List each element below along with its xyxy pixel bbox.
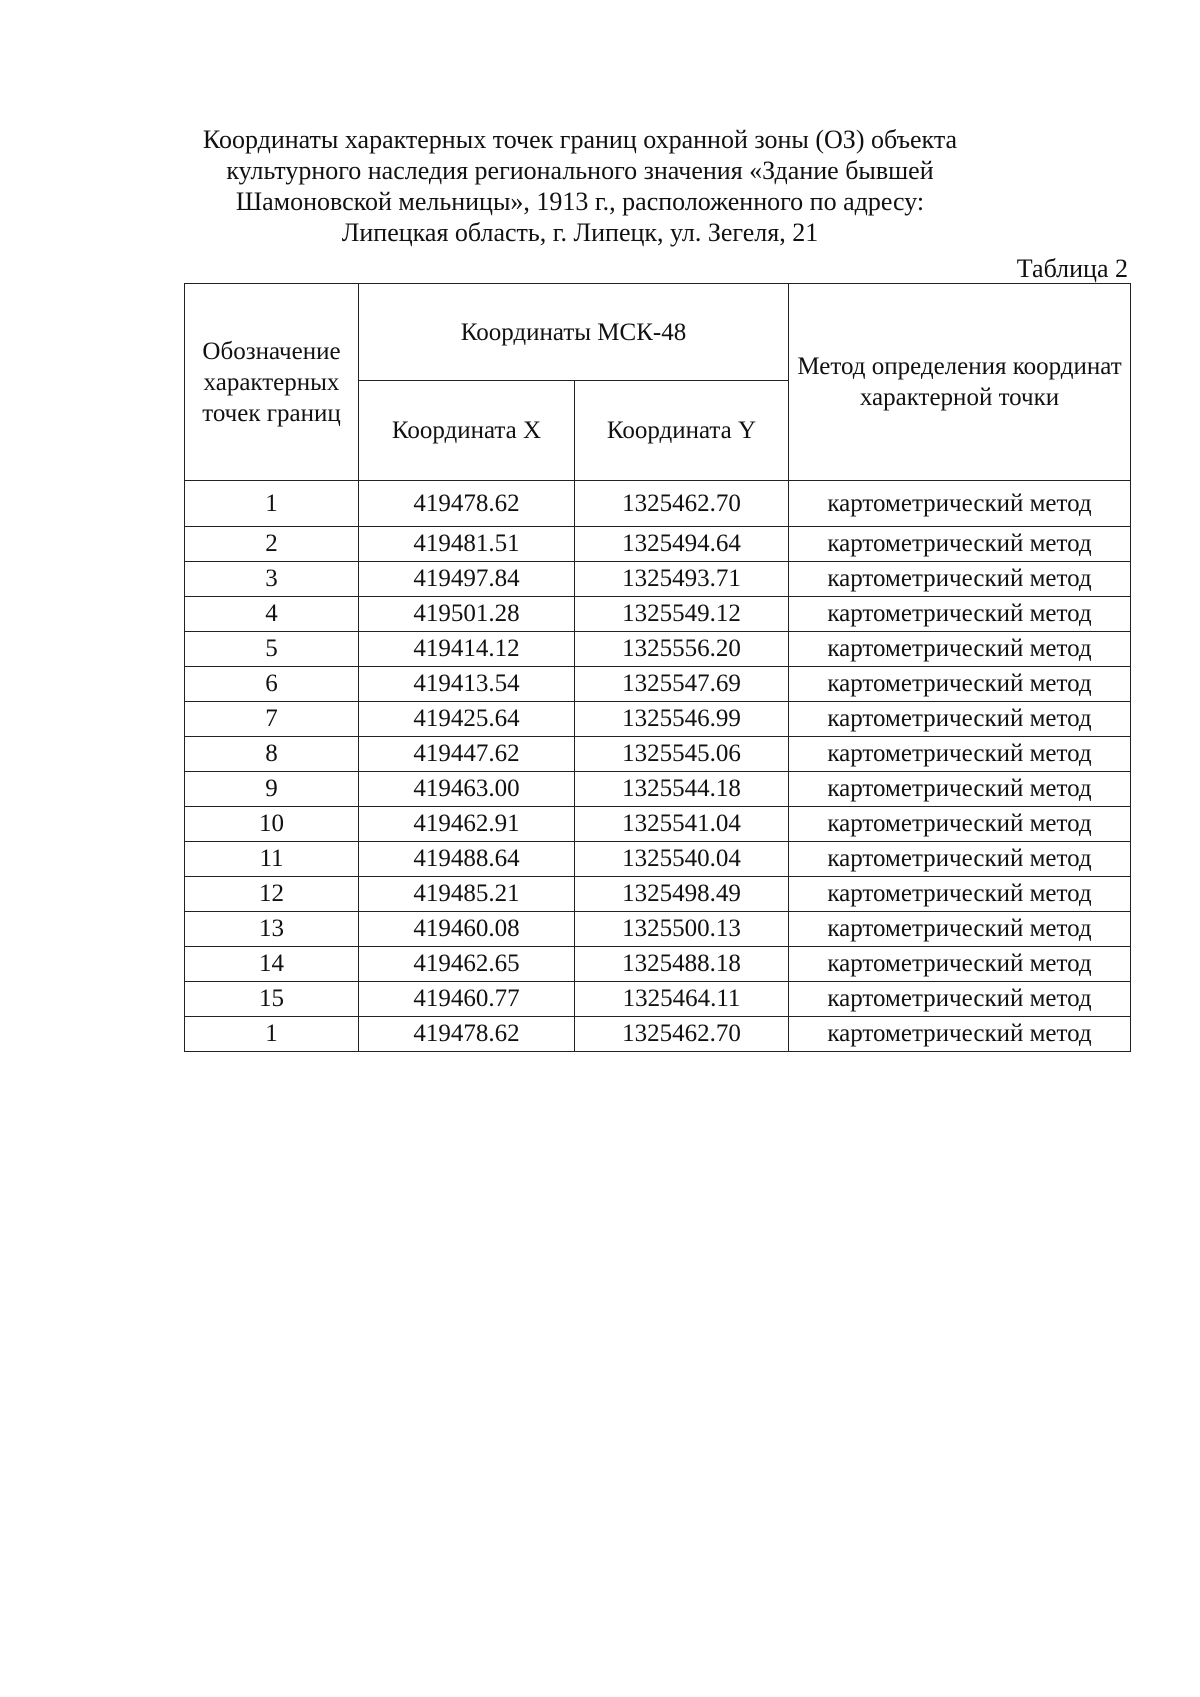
cell-point: 15 — [185, 982, 359, 1017]
cell-coordinate-y: 1325494.64 — [575, 527, 789, 562]
cell-coordinate-x: 419497.84 — [359, 562, 575, 597]
cell-point: 7 — [185, 702, 359, 737]
title-line: Липецкая область, г. Липецк, ул. Зегеля, 21 — [341, 218, 819, 247]
cell-method: картометрический метод — [789, 807, 1131, 842]
table-row — [185, 737, 1131, 772]
table-row — [185, 912, 1131, 947]
cell-coordinate-x: 419478.62 — [359, 1017, 575, 1052]
cell-method: картометрический метод — [789, 772, 1131, 807]
cell-coordinate-y: 1325464.11 — [575, 982, 789, 1017]
cell-coordinate-x: 419485.21 — [359, 877, 575, 912]
cell-point: 1 — [185, 1017, 359, 1052]
header-coordinate-y: Координата Y — [575, 381, 789, 481]
cell-method: картометрический метод — [789, 702, 1131, 737]
cell-coordinate-y: 1325488.18 — [575, 947, 789, 982]
cell-coordinate-x: 419425.64 — [359, 702, 575, 737]
table-row — [185, 1017, 1131, 1052]
table-row — [185, 947, 1131, 982]
cell-coordinate-y: 1325541.04 — [575, 807, 789, 842]
table-row — [185, 632, 1131, 667]
cell-point: 4 — [185, 597, 359, 632]
cell-point: 9 — [185, 772, 359, 807]
cell-point: 8 — [185, 737, 359, 772]
cell-point: 2 — [185, 527, 359, 562]
cell-coordinate-y: 1325547.69 — [575, 667, 789, 702]
cell-method: картометрический метод — [789, 597, 1131, 632]
cell-coordinate-y: 1325540.04 — [575, 842, 789, 877]
cell-coordinate-x: 419462.65 — [359, 947, 575, 982]
cell-coordinate-y: 1325549.12 — [575, 597, 789, 632]
cell-coordinate-y: 1325556.20 — [575, 632, 789, 667]
title-line: культурного наследия регионального значения «Здание бывшей — [226, 156, 934, 185]
table-row — [185, 982, 1131, 1017]
cell-point: 6 — [185, 667, 359, 702]
title-line: Координаты характерных точек границ охранной зоны (ОЗ) объекта — [202, 125, 958, 154]
document-title — [200, 124, 960, 248]
cell-method: картометрический метод — [789, 562, 1131, 597]
table-number-label: Таблица 2 — [1016, 254, 1128, 283]
cell-coordinate-x: 419462.91 — [359, 807, 575, 842]
cell-method: картометрический метод — [789, 737, 1131, 772]
cell-method: картометрический метод — [789, 842, 1131, 877]
cell-coordinate-x: 419481.51 — [359, 527, 575, 562]
table-body — [185, 481, 1131, 1052]
header-designation: Обозначение характерных точек границ — [185, 284, 359, 481]
cell-method: картометрический метод — [789, 667, 1131, 702]
cell-method: картометрический метод — [789, 982, 1131, 1017]
cell-coordinate-y: 1325493.71 — [575, 562, 789, 597]
coordinates-table — [184, 283, 1131, 1052]
header-coordinate-x: Координата X — [359, 381, 575, 481]
table-row — [185, 877, 1131, 912]
cell-method: картометрический метод — [789, 912, 1131, 947]
table-row — [185, 562, 1131, 597]
cell-coordinate-x: 419488.64 — [359, 842, 575, 877]
cell-coordinate-x: 419414.12 — [359, 632, 575, 667]
table-row — [185, 772, 1131, 807]
table-row — [185, 702, 1131, 737]
table-row — [185, 597, 1131, 632]
cell-coordinate-y: 1325462.70 — [575, 1017, 789, 1052]
cell-point: 5 — [185, 632, 359, 667]
cell-method: картометрический метод — [789, 877, 1131, 912]
cell-coordinate-y: 1325546.99 — [575, 702, 789, 737]
cell-coordinate-x: 419463.00 — [359, 772, 575, 807]
cell-method: картометрический метод — [789, 632, 1131, 667]
cell-point: 10 — [185, 807, 359, 842]
cell-method: картометрический метод — [789, 527, 1131, 562]
cell-point: 12 — [185, 877, 359, 912]
cell-point: 11 — [185, 842, 359, 877]
cell-coordinate-y: 1325500.13 — [575, 912, 789, 947]
cell-coordinate-y: 1325544.18 — [575, 772, 789, 807]
title-line: Шамоновской мельницы», 1913 г., расположенного по адресу: — [235, 187, 925, 216]
cell-coordinate-x: 419501.28 — [359, 597, 575, 632]
cell-point: 14 — [185, 947, 359, 982]
cell-method: картометрический метод — [789, 481, 1131, 527]
header-coordinates-group: Координаты МСК-48 — [359, 284, 789, 381]
cell-coordinate-x: 419478.62 — [359, 481, 575, 527]
cell-coordinate-x: 419447.62 — [359, 737, 575, 772]
cell-method: картометрический метод — [789, 1017, 1131, 1052]
table-row — [185, 667, 1131, 702]
cell-coordinate-y: 1325545.06 — [575, 737, 789, 772]
header-method: Метод определения координат характерной точки — [789, 284, 1131, 481]
cell-point: 13 — [185, 912, 359, 947]
table-row — [185, 842, 1131, 877]
cell-coordinate-x: 419413.54 — [359, 667, 575, 702]
cell-coordinate-x: 419460.08 — [359, 912, 575, 947]
cell-point: 3 — [185, 562, 359, 597]
cell-coordinate-y: 1325498.49 — [575, 877, 789, 912]
table-row — [185, 527, 1131, 562]
cell-method: картометрический метод — [789, 947, 1131, 982]
cell-coordinate-x: 419460.77 — [359, 982, 575, 1017]
table-row — [185, 481, 1131, 527]
cell-coordinate-y: 1325462.70 — [575, 481, 789, 527]
table-row — [185, 807, 1131, 842]
cell-point: 1 — [185, 481, 359, 527]
